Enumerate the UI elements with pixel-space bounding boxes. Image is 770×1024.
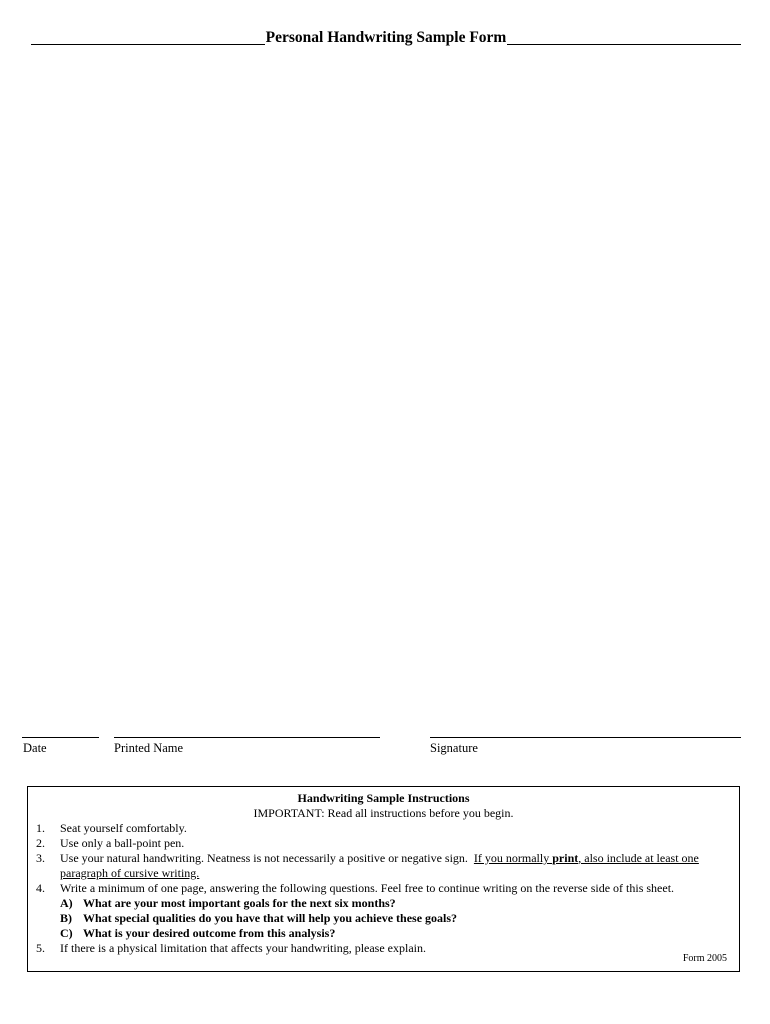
form-title: Personal Handwriting Sample Form (265, 29, 507, 46)
instructions-list (36, 821, 729, 956)
instructions-heading: Handwriting Sample Instructions (297, 791, 470, 805)
list-item: 5. If there is a physical limitation that affects your handwriting, please explain. (36, 941, 426, 955)
list-item: 1. Seat yourself comfortably. (36, 821, 187, 835)
list-item: 3. Use your natural handwriting. Neatness is not necessarily a positive or negative sign. If you normally print, also include at least one paragraph of cursive writing. (36, 851, 699, 880)
instructions-box (27, 786, 740, 972)
question-item: B) What special qualities do you have that will help you achieve these goals? (60, 911, 458, 925)
date-label: Date (23, 741, 47, 755)
question-item: C) What is your desired outcome from this analysis? (60, 926, 336, 940)
printed-name-line[interactable] (114, 737, 380, 738)
signature-line[interactable] (430, 737, 741, 738)
form-number: Form 2005 (682, 953, 727, 964)
question-item: A) What are your most important goals for the next six months? (60, 896, 396, 910)
title-rule-left (31, 44, 265, 45)
form-title-row (31, 26, 741, 48)
instructions-important: IMPORTANT: Read all instructions before you begin. (253, 806, 514, 820)
list-item: 2. Use only a ball-point pen. (36, 836, 185, 850)
handwriting-area[interactable] (22, 55, 742, 725)
printed-name-label: Printed Name (114, 741, 184, 755)
signature-label: Signature (430, 741, 478, 755)
list-item: 4. Write a minimum of one page, answering the following questions. Feel free to continue writing on the reverse side of this sheet. (36, 881, 675, 895)
title-rule-right (507, 44, 741, 45)
print-note: If you normally print, also include at least one paragraph of cursive writing. (60, 851, 699, 880)
date-line[interactable] (22, 737, 99, 738)
